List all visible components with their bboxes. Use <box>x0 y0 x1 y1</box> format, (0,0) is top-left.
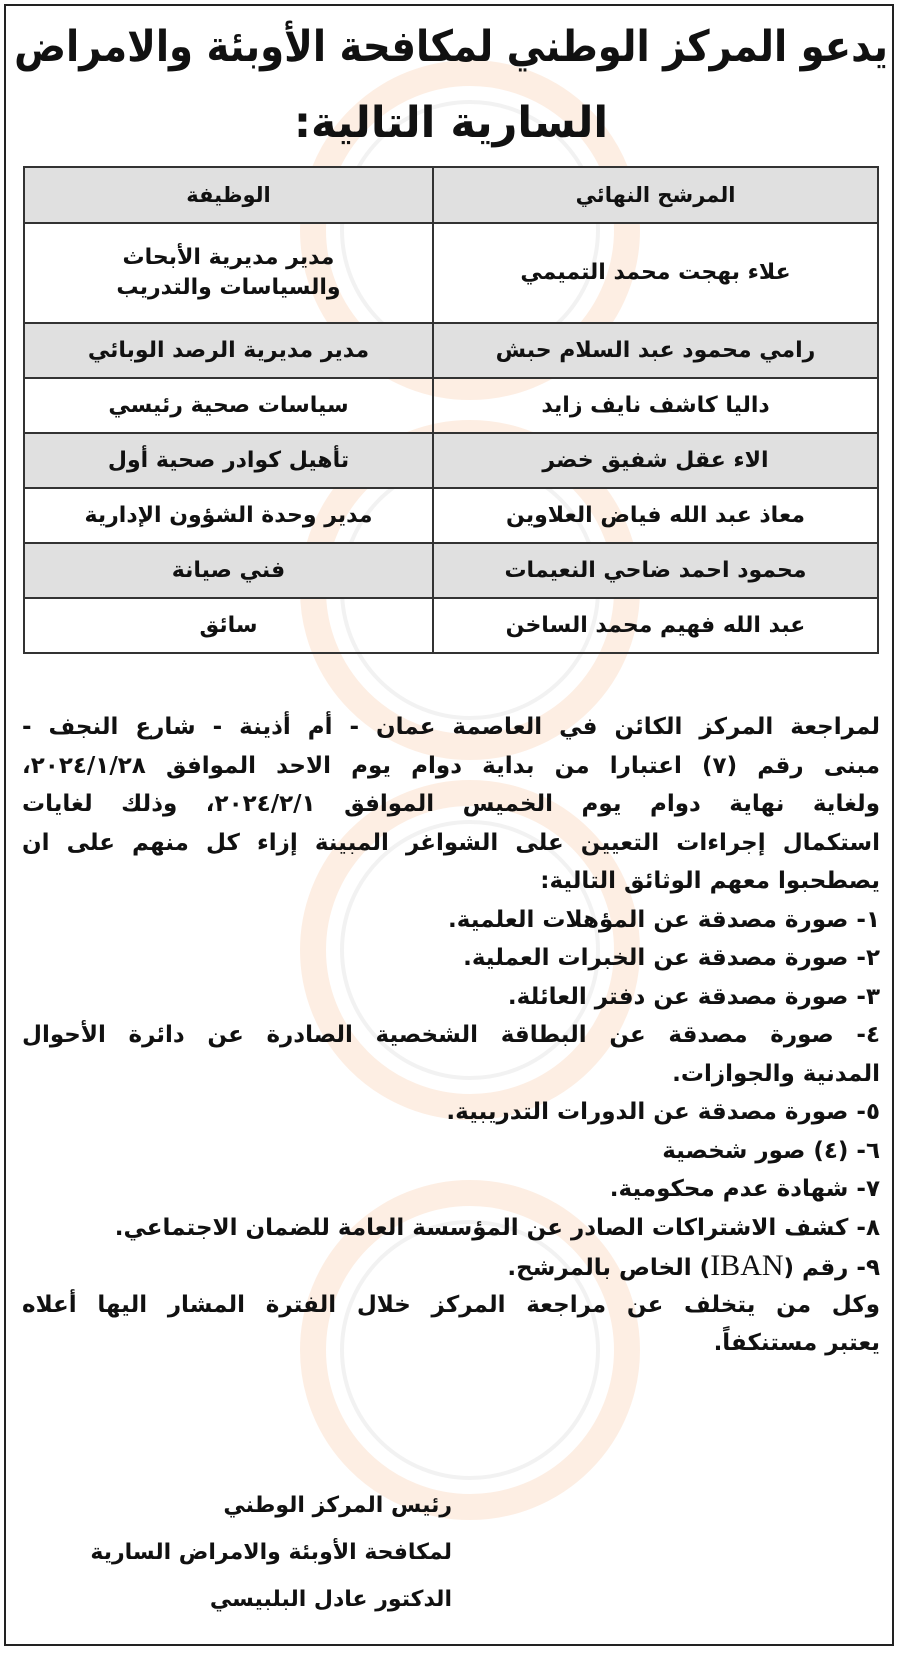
item9-prefix: ٩- رقم ( <box>783 1255 880 1281</box>
document-item <box>22 1247 880 1286</box>
header-candidate: المرشح النهائي <box>433 167 878 223</box>
ad-body <box>22 708 880 1363</box>
signature-line: الدكتور عادل البلبيسي <box>209 1587 452 1612</box>
job-title: فني صيانة <box>24 543 433 598</box>
document-item: ٣- صورة مصدقة عن دفتر العائلة. <box>507 983 880 1010</box>
document-item: ٢- صورة مصدقة عن الخبرات العملية. <box>463 945 880 971</box>
job-title: سياسات صحية رئيسي <box>24 378 433 433</box>
job-title: مدير وحدة الشؤون الإدارية <box>24 488 433 543</box>
body-line: مبنى رقم (٧) اعتبارا من بداية دوام يوم الاحد الموافق ٢٠٢٤/١/٢٨، <box>22 752 880 779</box>
table-header-row <box>24 167 878 223</box>
table-row <box>24 378 878 433</box>
document-item: ٦- (٤) صور شخصية <box>662 1137 880 1164</box>
job-title: مدير مديرية الرصد الوبائي <box>24 323 433 378</box>
job-title-line: والسياسات والتدريب <box>116 275 341 300</box>
ad-title-line-2 <box>14 88 888 158</box>
iban-label: IBAN <box>710 1249 784 1282</box>
table-row <box>24 223 878 323</box>
candidate-name: داليا كاشف نايف زايد <box>433 378 878 433</box>
document-item-continued: المدنية والجوازات. <box>672 1060 880 1087</box>
document-item: ٨- كشف الاشتراكات الصادر عن المؤسسة العامة للضمان الاجتماعي. <box>114 1214 880 1241</box>
document-item: ٤- صورة مصدقة عن البطاقة الشخصية الصادرة عن دائرة الأحوال <box>22 1022 880 1048</box>
closing-line: وكل من يتخلف عن مراجعة المركز خلال الفترة المشار اليها أعلاه <box>22 1291 880 1318</box>
signature-line: رئيس المركز الوطني <box>223 1493 452 1518</box>
candidates-table <box>23 166 879 654</box>
item9-suffix: ) الخاص بالمرشح. <box>507 1255 711 1281</box>
table-row <box>24 433 878 488</box>
ad-title-line-2-text: السارية التالية: <box>293 98 609 148</box>
signature-block <box>22 1482 452 1623</box>
job-title-line: مدير مديرية الأبحاث <box>122 245 335 270</box>
job-title: تأهيل كوادر صحية أول <box>24 433 433 488</box>
body-line: لمراجعة المركز الكائن في العاصمة عمان - أم أذينة - شارع النجف - <box>22 714 880 740</box>
job-title <box>24 223 433 323</box>
body-line: ولغاية نهاية دوام يوم الخميس الموافق ٢٠٢٤/٢/١، وذلك لغايات <box>22 791 880 817</box>
document-item: ٥- صورة مصدقة عن الدورات التدريبية. <box>446 1099 880 1125</box>
candidate-name: عبد الله فهيم محمد الساخن <box>433 598 878 653</box>
body-line: يصطحبوا معهم الوثائق التالية: <box>540 868 880 894</box>
ad-title-line-1 <box>14 12 888 82</box>
candidate-name: علاء بهجت محمد التميمي <box>433 223 878 323</box>
signature-line: لمكافحة الأوبئة والامراض السارية <box>90 1540 452 1565</box>
candidate-name: محمود احمد ضاحي النعيمات <box>433 543 878 598</box>
body-line: استكمال إجراءات التعيين على الشواغر المبينة إزاء كل منهم على ان <box>22 829 880 856</box>
table-row <box>24 598 878 653</box>
candidate-name: الاء عقل شفيق خضر <box>433 433 878 488</box>
table-row <box>24 323 878 378</box>
candidate-name: رامي محمود عبد السلام حبش <box>433 323 878 378</box>
document-item: ١- صورة مصدقة عن المؤهلات العلمية. <box>448 906 880 933</box>
table-row <box>24 488 878 543</box>
ad-title-line-1-text: يدعو المركز الوطني لمكافحة الأوبئة والامراض <box>14 22 888 72</box>
header-job: الوظيفة <box>24 167 433 223</box>
table-row <box>24 543 878 598</box>
document-item: ٧- شهادة عدم محكومية. <box>609 1176 880 1202</box>
closing-line: يعتبر مستنكفاً. <box>713 1330 880 1356</box>
job-title: سائق <box>24 598 433 653</box>
candidate-name: معاذ عبد الله فياض العلاوين <box>433 488 878 543</box>
